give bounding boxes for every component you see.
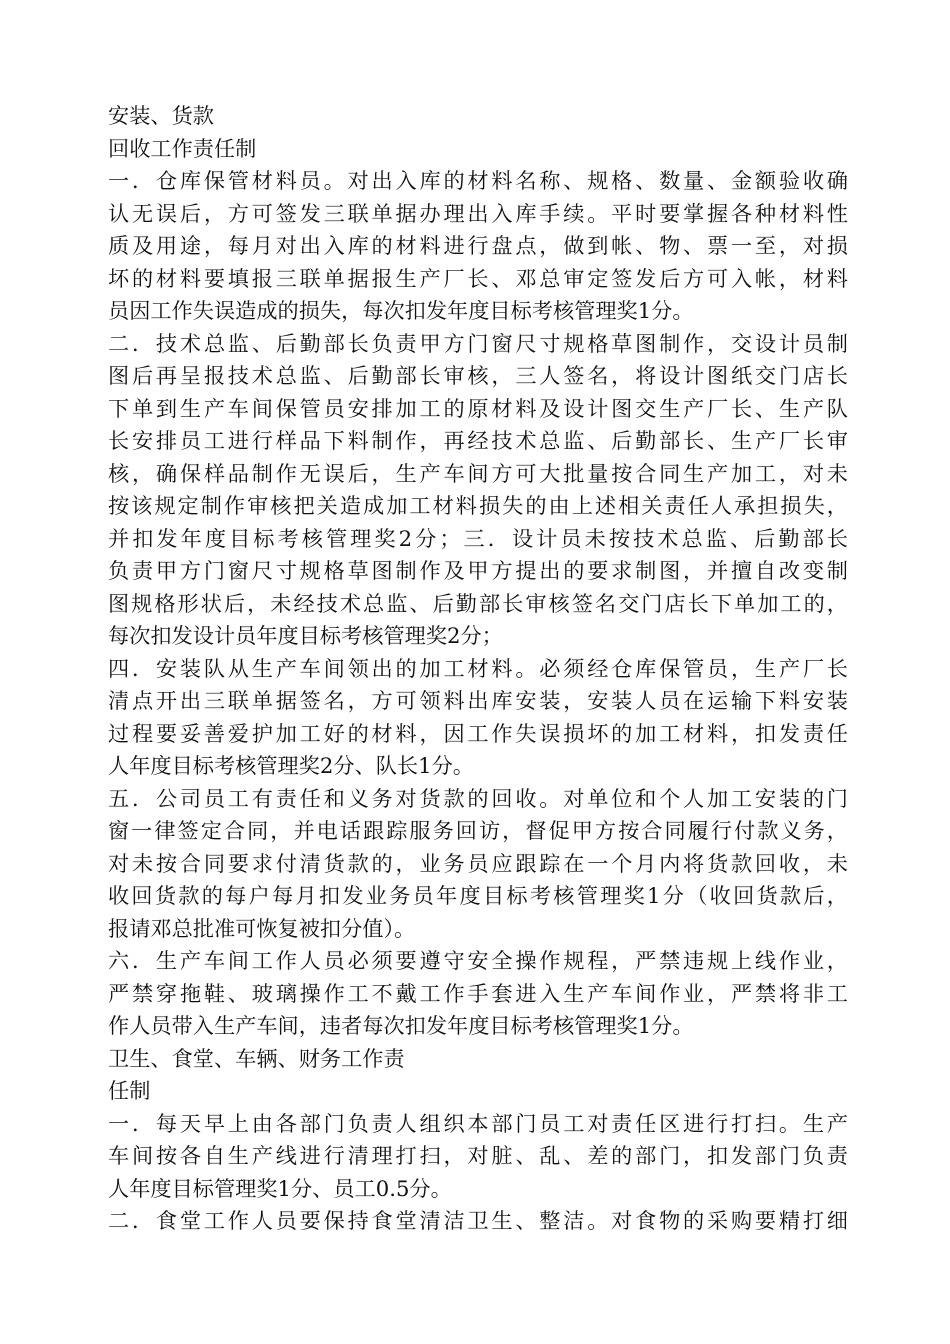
text-line: 二．技术总监、后勤部长负责甲方门窗尺寸规格草图制作，交设计员制 [108,330,848,356]
text-line: 过程要妥善爱护加工好的材料，因工作失误损坏的加工材料，扣发责任 [108,720,848,746]
text-line: 清点开出三联单据签名，方可领料出库安装，安装人员在运输下料安装 [108,688,848,713]
text-line: 员因工作失误造成的损失，每次扣发年度目标考核管理奖1分。 [108,298,694,323]
text-line: 一．仓库保管材料员。对出入库的材料名称、规格、数量、金额验收确 [108,168,848,193]
text-line: 长安排员工进行样品下料制作，再经技术总监、后勤部长、生产厂长审 [108,428,848,453]
text-line: 车间按各自生产线进行清理打扫，对脏、乱、差的部门，扣发部门负责 [108,1143,848,1168]
text-line: 图规格形状后，未经技术总监、后勤部长审核签名交门店长下单加工的， [108,590,848,616]
text-line: 核，确保样品制作无误后，生产车间方可大批量按合同生产加工，对未 [108,460,848,486]
text-line: 收回货款的每户每月扣发业务员年度目标考核管理奖1分（收回货款后， [108,883,848,908]
text-line: 六．生产车间工作人员必须要遵守安全操作规程，严禁违规上线作业， [108,948,848,973]
text-line: 图后再呈报技术总监、后勤部长审核，三人签名，将设计图纸交门店长 [108,363,848,388]
text-line: 卫生、食堂、车辆、财务工作责 [108,1045,405,1071]
text-line: 报请邓总批准可恢复被扣分值）。 [108,915,416,941]
text-line: 严禁穿拖鞋、玻璃操作工不戴工作手套进入生产车间作业，严禁将非工 [108,980,848,1006]
text-line: 人年度目标管理奖1分、员工0.5分。 [108,1175,452,1201]
text-line: 质及用途，每月对出入库的材料进行盘点，做到帐、物、票一至，对损 [108,233,848,258]
text-line: 按该规定制作审核把关造成加工材料损失的由上述相关责任人承担损失， [108,493,848,518]
text-line: 认无误后，方可签发三联单据办理出入库手续。平时要掌握各种材料性 [108,200,848,226]
text-line: 一．每天早上由各部门负责人组织本部门员工对责任区进行打扫。生产 [108,1110,848,1136]
text-line: 窗一律签定合同，并电话跟踪服务回访，督促甲方按合同履行付款义务， [108,818,848,843]
text-line: 安装、货款 [108,103,214,128]
text-line: 五．公司员工有责任和义务对货款的回收。对单位和个人加工安装的门 [108,785,848,811]
text-line: 二．食堂工作人员要保持食堂清洁卫生、整洁。对食物的采购要精打细 [108,1208,848,1233]
text-line: 回收工作责任制 [108,135,257,161]
text-line: 每次扣发设计员年度目标考核管理奖2分； [108,623,503,648]
text-line: 人年度目标考核管理奖2分、队长1分。 [108,753,474,778]
document-body [108,100,848,1238]
text-line: 对未按合同要求付清货款的，业务员应跟踪在一个月内将货款回收，未 [108,850,848,876]
text-line: 四．安装队从生产车间领出的加工材料。必须经仓库保管员，生产厂长 [108,655,848,681]
text-line: 并扣发年度目标考核管理奖2分；三．设计员未按技术总监、后勤部长 [108,525,848,551]
text-line: 下单到生产车间保管员安排加工的原材料及设计图交生产厂长、生产队 [108,395,848,421]
text-line: 任制 [108,1078,151,1103]
text-line: 坏的材料要填报三联单据报生产厂长、邓总审定签发后方可入帐，材料 [108,265,848,291]
text-line: 负责甲方门窗尺寸规格草图制作及甲方提出的要求制图，并擅自改变制 [108,558,848,583]
text-line: 作人员带入生产车间，违者每次扣发年度目标考核管理奖1分。 [108,1013,694,1038]
